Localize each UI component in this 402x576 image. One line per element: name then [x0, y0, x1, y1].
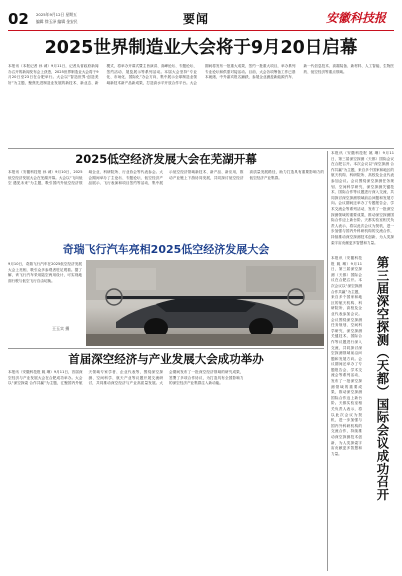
- page-number: 02: [8, 10, 29, 28]
- editor-line: 编辑 徐玉泽 编辑 金安民: [36, 19, 78, 24]
- separator-2: [8, 348, 324, 349]
- header-rule: [8, 30, 394, 31]
- photo-caption: 9月10日，奇瑞飞行汽车在2025低空经济发展大会上亮相，吸引众多参观者驻足观看。据了解，该飞行汽车采用陆空两用设计，可实现地面行驶与低空飞行自由切换。: [8, 262, 82, 283]
- vertical-story-body-top: 本报讯（安徽科技报 姚 琳）9月11日，第三届深空探测（天都）国际会议在合肥召开。本次会议以“深空探测 合作共赢”为主题，来自多个国家和地区的航天机构、科研院所、高校及企业代表参加会议。会议围绕深空探测任务规划、空间科学研究、深空探测关键技术、国际合作等议题进行深入交流，共同探讨深空探测领域前沿问题和发展方向。会议期间还举办了专题报告会、学术交流会等系列活动，发布了一批深空探测领域的重要成果，推动深空探测国际合作迈上新台阶。天都实验室相关负责人表示，将以此次会议为契机，进一步加强与国内外科研机构的交流合作，持续推动深空探测技术创新，为人类探索宇宙贡献更多智慧和力量。: [331, 151, 394, 245]
- newspaper-logo: 安徽科技报: [326, 11, 387, 25]
- story3-body: 本报讯（安徽科技报 姚 琳）9月11日，首届深空经济与产业发展大会在合肥成功举办。大会以“深空探索 合作共赢”为主题，汇聚国内外航天领域专家学者、企业代表等，围绕深空探测、空间科学、航天产业等议题开展交流研讨，共同推动深空经济与产业高质量发展。大会期间发布了一批深空经济领域的研究成果，签署了多项合作协议，为打造具有全国影响力的深空经济产业集群注入新动能。: [8, 370, 244, 386]
- story3-headline: 首届深空经济与产业发展大会成功举办: [68, 352, 264, 366]
- vertical-story-body: 本报讯（安徽科技报 姚 琳）9月11日，第三届深空探测（天都）国际会议在合肥召开。本次会议以“深空探测 合作共赢”为主题，来自多个国家和地区的航天机构、科研院所、高校及企业代表参加会议。会议围绕深空探测任务规划、空间科学研究、深空探测关键技术、国际合作等议题进行深入交流，共同探讨深空探测领域前沿问题和发展方向。会议期间还举办了专题报告会、学术交流会等系列活动，发布了一批深空探测领域的重要成果，推动深空探测国际合作迈上新台阶。天都实验室相关负责人表示，将以此次会议为契机，进一步加强与国内外科研机构的交流合作，持续推动深空探测技术创新，为人类探索宇宙贡献更多智慧和力量。: [331, 256, 362, 456]
- vertical-headline: 第三届深空探测（天都）国际会议成功召开: [375, 256, 390, 502]
- section-title: 要闻: [183, 12, 210, 26]
- separator-1: [8, 148, 394, 149]
- main-headline: 2025世界制造业大会将于9月20日启幕: [44, 38, 358, 58]
- news-photo: [86, 260, 324, 346]
- photo-title: 奇瑞飞行汽车亮相2025低空经济发展大会: [62, 243, 270, 256]
- flying-car-image: [86, 260, 324, 346]
- column-separator: [327, 151, 328, 571]
- story2-body: 本报讯（安徽科技报 孙 诚）9月10日，2025低空经济发展大会在芜湖开幕。大会以“飞向低空 遇见未来”为主题，吸引国内外低空经济领域企业、科研院所、行业协会等代表参会。大会期间举办了主论坛、专题论坛、低空经济产品展示、飞行表演和项目签约等活动，集中展示低空经济领域新技术、新产品、新应用，推动产业链上下游协同发展，共同探讨低空经济高质量发展路径，助力打造具有重要影响力的低空经济产业集群。: [8, 170, 324, 186]
- issue-date: 2025年9月12日 星期五: [36, 12, 77, 17]
- story2-headline: 2025低空经济发展大会在芜湖开幕: [75, 152, 257, 166]
- photo-credit: 王玉实 摄: [52, 326, 70, 331]
- main-story-body: 本报讯（本报记者 孙 诚）9月11日，记者从省政府新闻办召开的新闻发布会上获悉，2025世界制造业大会将于9月20日至23日在合肥举行。大会以“智造世界·创造美好”为主题，聚焦先进制造业发展的新技术、新业态、新模式，将举办开幕式暨主旨演讲、高峰论坛、专题论坛、签约活动、展览展示等系列活动。本届大会坚持“专业化、市场化、国际化”办会方向，集中展示全球制造业领域新技术新产品新成果，打造高水平开放合作平台。大会期间将发布一批重大成果，签约一批重大项目，举办系列专业论坛和供需对接活动。目前，大会各项筹备工作已基本就绪，中外嘉宾报名踊跃，参展企业涵盖新能源汽车、新一代信息技术、高端装备、新材料、人工智能、生物医药、低空经济等重点领域。: [8, 64, 394, 85]
